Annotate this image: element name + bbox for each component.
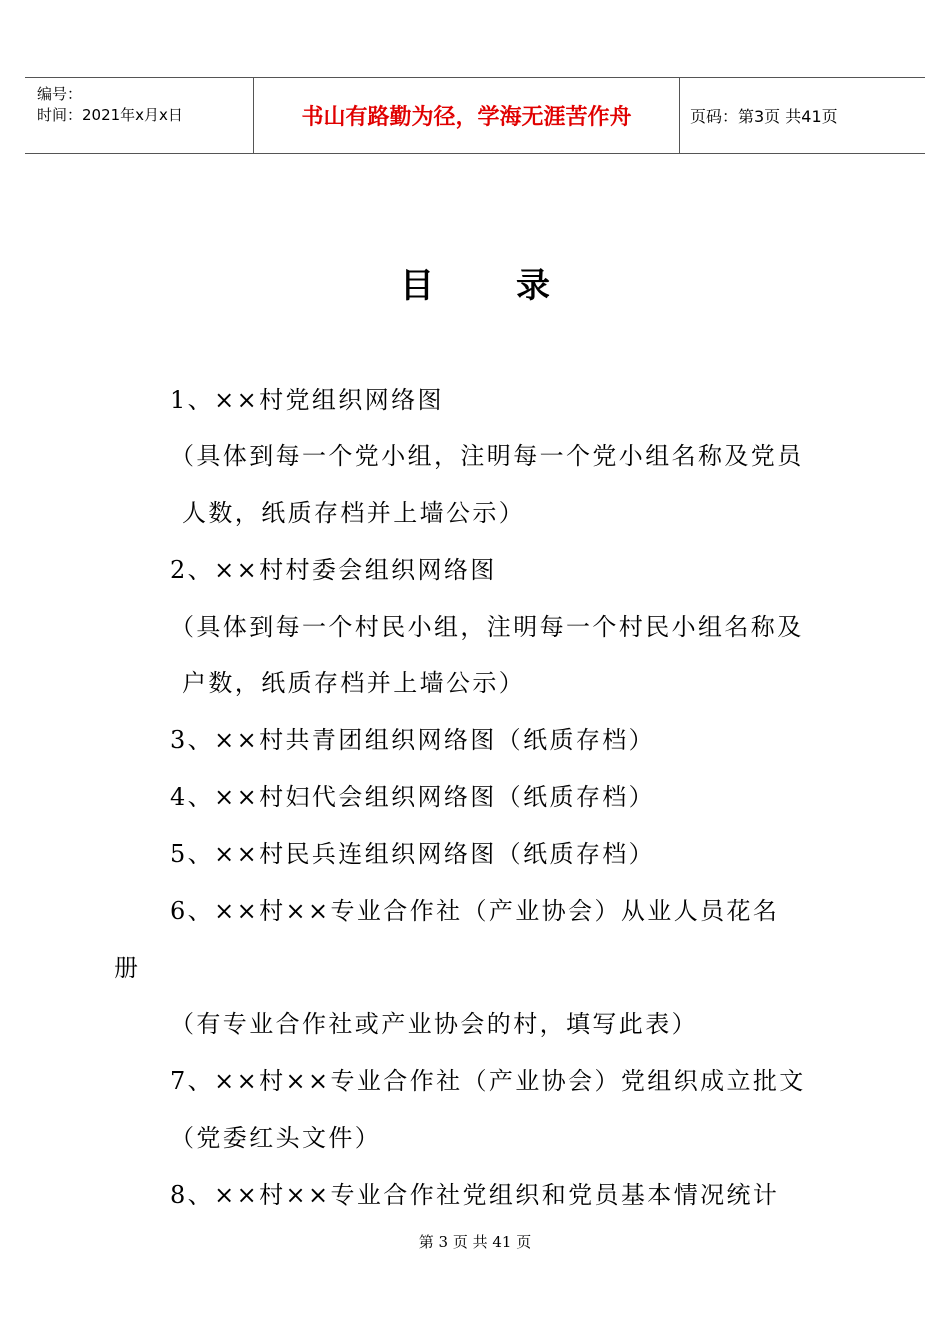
- toc-line: 6、××村××专业合作社（产业协会）从业人员花名: [170, 897, 780, 925]
- title-char-1: 目: [400, 266, 434, 306]
- toc-line: 8、××村××专业合作社党组织和党员基本情况统计: [170, 1181, 780, 1209]
- header-motto: 书山有路勤为径，学海无涯苦作舟: [254, 78, 680, 153]
- toc-line: 5、××村民兵连组织网络图（纸质存档）: [170, 840, 656, 868]
- toc-line: 4、××村妇代会组织网络图（纸质存档）: [170, 783, 656, 811]
- toc-line: （具体到每一个党小组，注明每一个党小组名称及党员: [170, 442, 804, 470]
- header-page-info: 页码：第3页 共41页: [690, 107, 838, 126]
- toc-line: 1、××村党组织网络图: [170, 386, 444, 414]
- toc-line: （具体到每一个村民小组，注明每一个村民小组名称及: [170, 613, 804, 641]
- toc-line: 7、××村××专业合作社（产业协会）党组织成立批文: [170, 1067, 806, 1095]
- toc-line: 户数，纸质存档并上墙公示）: [182, 669, 526, 697]
- toc-line: 3、××村共青团组织网络图（纸质存档）: [170, 726, 656, 754]
- page-footer: 第 3 页 共 41 页: [418, 1233, 532, 1251]
- page-title: [0, 258, 950, 307]
- toc-line: （党委红头文件）: [170, 1124, 382, 1152]
- toc-line: 册: [114, 954, 141, 982]
- page-header: [25, 77, 925, 154]
- toc-line: 人数，纸质存档并上墙公示）: [182, 499, 526, 527]
- doc-time-label: 时间：2021年x月x日: [37, 106, 183, 124]
- header-meta: [25, 78, 254, 153]
- toc-line: （有专业合作社或产业协会的村，填写此表）: [170, 1010, 698, 1038]
- toc-line: 2、××村村委会组织网络图: [170, 556, 497, 584]
- doc-number-label: 编号：: [37, 85, 83, 103]
- title-char-2: 录: [516, 266, 550, 306]
